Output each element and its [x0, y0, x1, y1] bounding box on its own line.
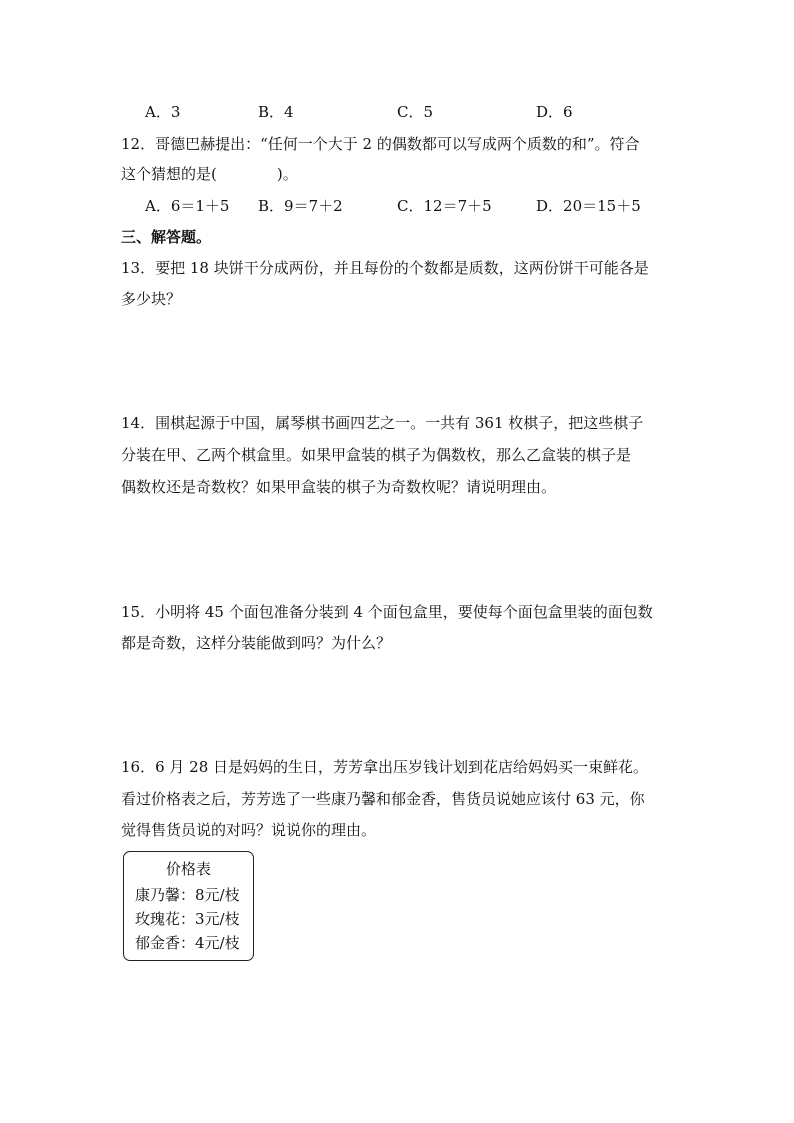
q16-question-line-3: 觉得售货员说的对吗？说说你的理由。 [121, 821, 377, 839]
section-heading: 三、解答题。 [121, 228, 212, 246]
q12-option-b: B．9＝7＋2 [258, 197, 343, 215]
q15-question-line-1: 15．小明将 45 个面包准备分装到 4 个面包盒里，要使每个面包盒里装的面包数 [121, 603, 653, 621]
price-table-title: 价格表 [165, 860, 211, 878]
q14-question-line-2: 分装在甲、乙两个棋盒里。如果甲盒装的棋子为偶数枚，那么乙盒装的棋子是 [121, 446, 632, 464]
q11-option-d: D．6 [536, 103, 573, 121]
q12-question-line-2: 这个猜想的是( )。 [121, 165, 298, 183]
q11-option-b: B．4 [258, 103, 294, 121]
q12-option-d: D．20＝15＋5 [536, 197, 641, 215]
q15-question-line-2: 都是奇数，这样分装能做到吗？为什么？ [121, 634, 392, 652]
price-row-carnation: 康乃馨：8元/枝 [135, 886, 240, 904]
q12-option-c: C．12＝7＋5 [397, 197, 492, 215]
q14-question-line-3: 偶数枚还是奇数枚？如果甲盒装的棋子为奇数枚呢？请说明理由。 [121, 478, 557, 496]
q12-option-a: A．6＝1＋5 [145, 197, 230, 215]
q12-question-line-1: 12．哥德巴赫提出：“任何一个大于 2 的偶数都可以写成两个质数的和”。符合 [121, 135, 640, 153]
q11-option-c: C．5 [397, 103, 434, 121]
q14-question-line-1: 14．围棋起源于中国，属琴棋书画四艺之一。一共有 361 枚棋子，把这些棋子 [121, 414, 644, 432]
q11-option-a: A．3 [145, 103, 181, 121]
price-row-rose: 玫瑰花：3元/枝 [135, 910, 240, 928]
q16-question-line-1: 16．6 月 28 日是妈妈的生日，芳芳拿出压岁钱计划到花店给妈妈买一束鲜花。 [121, 758, 649, 776]
q13-question-line-2: 多少块？ [121, 290, 182, 308]
price-row-tulip: 郁金香：4元/枝 [135, 934, 240, 952]
price-table [123, 851, 254, 961]
q13-question-line-1: 13．要把 18 块饼干分成两份，并且每份的个数都是质数，这两份饼干可能各是 [121, 259, 649, 277]
q16-question-line-2: 看过价格表之后，芳芳选了一些康乃馨和郁金香，售货员说她应该付 63 元，你 [121, 790, 645, 808]
